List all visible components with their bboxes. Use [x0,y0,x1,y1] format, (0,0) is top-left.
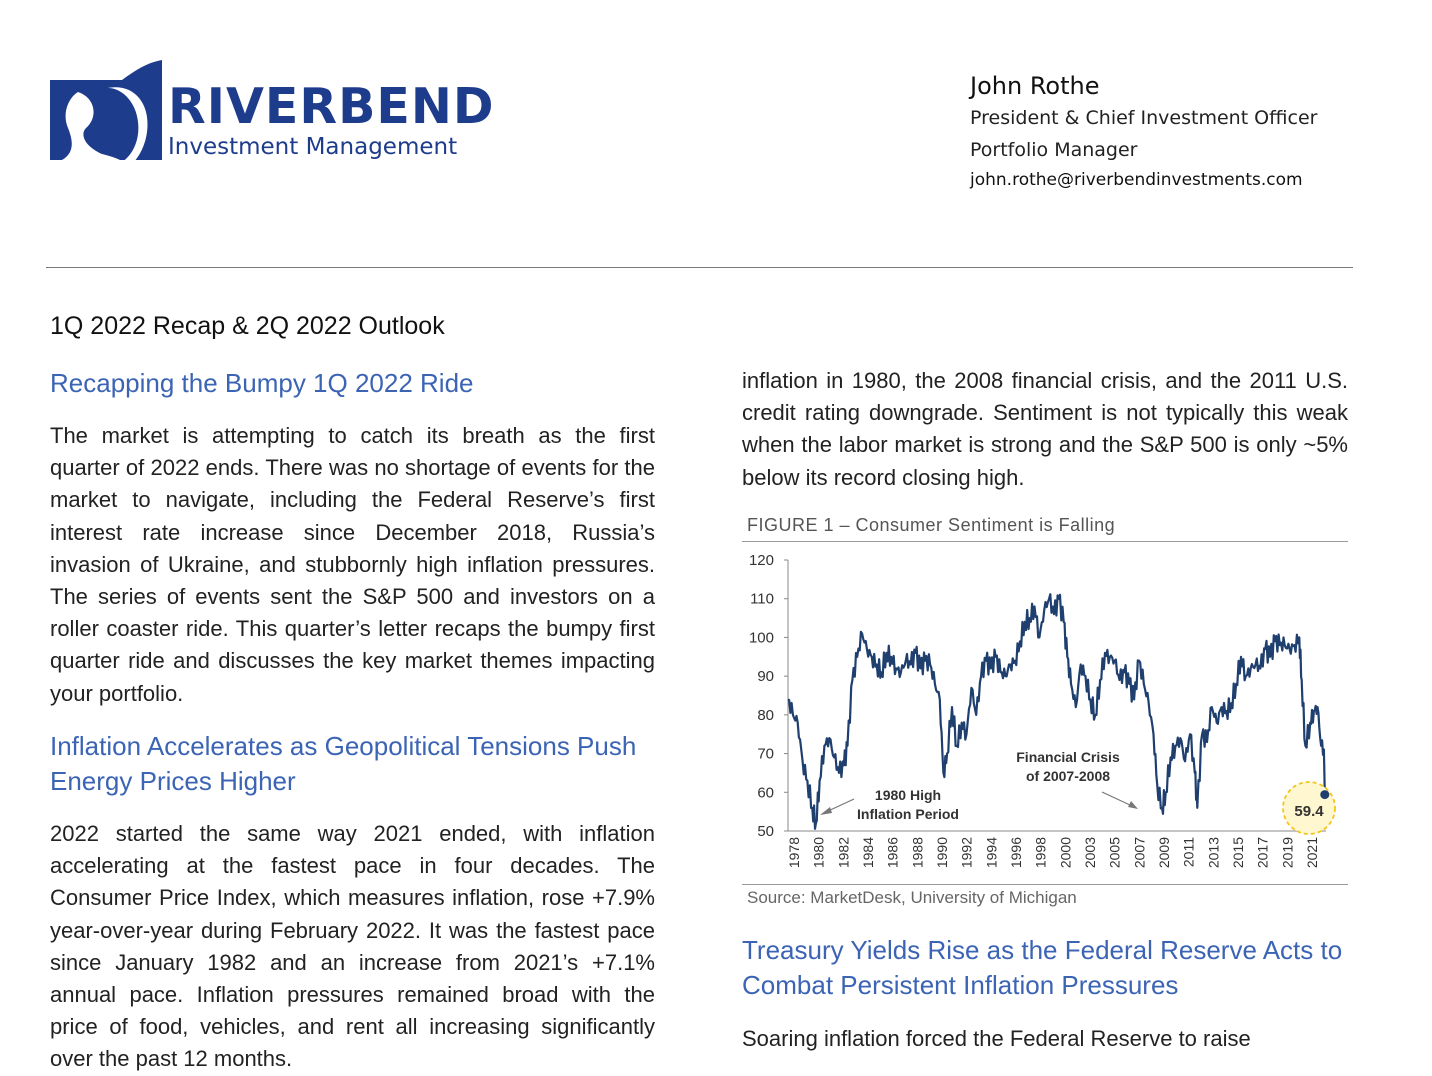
x-tick-label: 1994 [983,837,1000,869]
annotation-2008-line1: Financial Crisis [1016,749,1120,765]
header-divider [46,267,1353,268]
right-column [742,365,1348,494]
paragraph-recap: The market is attempting to catch its breath as the first quarter of 2022 ends. There was no shortage of events for the market to navigate, including the Federal Reserve’s first interest rate increase since December 2018, Russia’s invasion of Ukraine, and stubbornly high inflation pressures. The series of events sent the S&P 500 and investors on a roller coaster ride. This quarter’s letter recaps the bumpy first quarter ride and discusses the key market themes impacting your portfolio. [50,423,655,706]
series-end-point [1320,790,1329,799]
annotation-1980-line2: Inflation Period [857,806,959,822]
x-tick-label: 1986 [884,837,901,869]
callout-value-label: 59.4 [1294,803,1324,820]
consumer-sentiment-chart [742,544,1348,882]
paragraph-treasury: Soaring inflation forced the Federal Reserve to raise [742,1026,1251,1051]
annotation-1980 [820,787,959,822]
y-tick-label: 50 [757,823,774,840]
brand-logo [50,58,495,168]
x-tick-label: 2013 [1205,837,1222,869]
x-tick-label: 2011 [1180,837,1197,868]
x-tick-label: 2000 [1057,837,1074,869]
paragraph-sentiment: inflation in 1980, the 2008 financial crisis, and the 2011 U.S. credit rating downgrade. Sentiment is not typically this weak when the labor market is strong and the S&P 500 is only ~5% below its record closing high. [742,368,1348,490]
document-title: 1Q 2022 Recap & 2Q 2022 Outlook [50,312,445,340]
x-tick-label: 1988 [909,837,926,869]
author-title: President & Chief Investment Officer [970,107,1318,129]
riverbend-emblem-icon [50,58,168,168]
x-tick-label: 2017 [1254,837,1271,869]
brand-subtitle: Investment Management [168,134,458,160]
x-tick-label: 1992 [958,837,975,869]
y-tick-label: 100 [748,629,774,647]
author-block [970,70,1317,194]
x-tick-label: 1996 [1008,837,1024,869]
figure-title: FIGURE 1 – Consumer Sentiment is Falling [747,515,1116,535]
y-tick-label: 80 [757,706,774,724]
x-tick-label: 2015 [1230,837,1246,869]
callout-latest-value [1283,782,1335,834]
section-heading-recap: Recapping the Bumpy 1Q 2022 Ride [50,368,474,398]
series-line-sentiment [788,594,1325,829]
x-tick-label: 1984 [860,837,876,869]
left-column [50,366,655,401]
author-role: Portfolio Manager [970,139,1138,161]
x-tick-label: 1980 [810,837,827,869]
paragraph-inflation: 2022 started the same way 2021 ended, with inflation accelerating at the fastest pace in four decades. The Consumer Price Index, which measures inflation, rose +7.9% year-over-year during February 2022. It was the fastest pace since January 1982 and an increase from 2021’s +7.1% annual pace. Inflation pressures remained broad with the price of food, vehicles, and rent all increasing significantly over the past 12 months. [50,821,655,1072]
y-tick-label: 70 [757,745,774,763]
x-tick-label: 2009 [1156,837,1172,869]
x-tick-label: 1982 [835,837,852,869]
y-tick-label: 60 [757,784,774,802]
author-name: John Rothe [970,72,1100,100]
section-heading-treasury: Treasury Yields Rise as the Federal Reserve Acts to Combat Persistent Inflation Pressures [742,935,1343,1000]
x-tick-label: 2005 [1106,837,1123,869]
x-tick-label: 1978 [786,837,802,869]
x-tick-label: 1990 [934,837,950,869]
figure-top-rule [742,541,1348,542]
annotation-1980-line1: 1980 High [874,787,942,803]
x-tick-label: 2003 [1082,837,1098,869]
annotation-2008-line2: of 2007-2008 [1025,768,1111,784]
figure-source: Source: MarketDesk, University of Michigan [747,888,1077,907]
x-tick-label: 2021 [1304,837,1320,869]
y-tick-label: 110 [750,590,774,608]
annotation-2008 [1016,749,1138,809]
section-heading-inflation: Inflation Accelerates as Geopolitical Tensions Push Energy Prices Higher [50,731,637,796]
x-tick-label: 2007 [1131,837,1148,869]
x-tick-label: 2019 [1279,837,1296,869]
x-tick-label: 1998 [1032,837,1049,869]
figure-bottom-rule [742,884,1348,885]
y-tick-label: 120 [748,552,774,569]
y-tick-label: 90 [757,668,774,686]
brand-name: RIVERBEND [168,78,495,135]
author-email[interactable]: john.rothe@riverbendinvestments.com [970,170,1303,190]
